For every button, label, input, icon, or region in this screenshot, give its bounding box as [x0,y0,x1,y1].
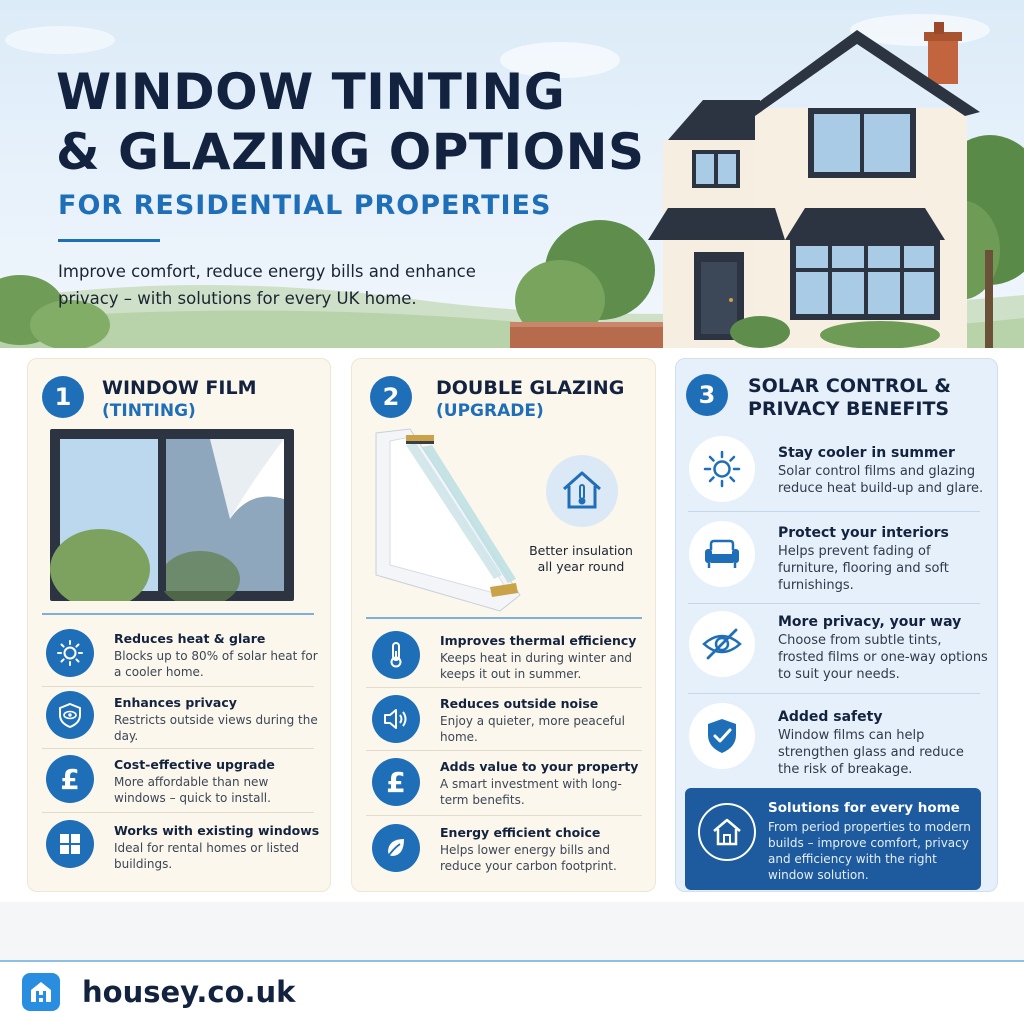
feature-title: Energy efficient choice [440,825,601,840]
panel-number-badge: 2 [370,376,412,418]
callout-title: Solutions for every home [768,800,960,816]
feature-separator [366,687,642,688]
feature-item [28,623,332,687]
shield-check-icon [689,703,755,769]
armchair-icon [689,521,755,587]
feature-desc: Keeps heat in during winter and keeps it out in summer. [440,651,633,681]
hero-banner [0,0,1024,348]
eye-off-icon [689,611,755,677]
page-subtitle: FOR RESIDENTIAL PROPERTIES [58,190,552,221]
feature-title: Cost-effective upgrade [114,757,275,772]
feature-title: Protect your interiors [778,525,949,541]
feature-desc: More affordable than new windows – quick to install. [114,775,271,805]
panel-title: WINDOW FILM [102,377,257,399]
feature-title: More privacy, your way [778,614,962,630]
feature-separator [688,603,980,604]
feature-separator [688,693,980,694]
feature-desc: Ideal for rental homes or listed buildings. [114,841,300,871]
panel-number-badge: 1 [42,376,84,418]
callout-desc: From period properties to modern builds – improve comfort, privacy and efficiency with the right window solution. [768,820,971,882]
panel-subtitle: (TINTING) [102,401,196,421]
insulated-house-icon [546,455,618,527]
insulation-label: Better insulation all year round [529,543,633,574]
feature-item [676,515,999,599]
feature-title: Added safety [778,709,883,725]
feature-desc: Solar control films and glazing reduce heat build-up and glare. [778,464,984,496]
housey-logo-icon[interactable] [22,973,60,1011]
panel-window-film [27,358,331,892]
feature-title: Adds value to your property [440,759,639,774]
feature-item [28,687,332,751]
feature-title: Reduces heat & glare [114,631,266,646]
panel-title [748,375,951,421]
feature-item [352,689,657,753]
feature-desc: Blocks up to 80% of solar heat for a cooler home. [114,649,318,679]
feature-separator [42,748,314,749]
feature-item [676,607,999,691]
pound-icon: £ [372,758,420,806]
feature-desc: Choose from subtle tints, frosted films or one-way options to suit your needs. [778,633,988,682]
panel-divider [366,617,642,619]
feature-item [28,815,332,879]
page-title [56,62,644,182]
panel-title-line-2: PRIVACY BENEFITS [748,398,950,420]
solutions-callout [685,788,981,890]
title-line-1: WINDOW TINTING [56,63,566,121]
feature-separator [366,750,642,751]
feature-desc: Restricts outside views during the day. [114,713,318,743]
thermometer-icon [372,631,420,679]
feature-title: Works with existing windows [114,823,320,838]
panel-double-glazing [351,358,656,892]
feature-item [676,435,999,511]
sun-icon [689,436,755,502]
feature-title: Reduces outside noise [440,696,599,711]
feature-separator [366,815,642,816]
sun-icon [46,629,94,677]
panel-title: DOUBLE GLAZING [436,377,625,399]
house-icon [698,803,756,861]
panel-title-line-1: SOLAR CONTROL & [748,375,951,397]
title-line-2: & GLAZING OPTIONS [56,123,645,181]
feature-item [28,751,332,815]
feature-title: Improves thermal efficiency [440,633,637,648]
panel-solar-privacy [675,358,998,892]
feature-desc: Enjoy a quieter, more peaceful home. [440,714,625,744]
footer-divider [0,960,1024,962]
brand-link[interactable]: housey.co.uk [82,975,296,1009]
panel-divider [42,613,314,615]
feature-desc: A smart investment with long-term benefits. [440,777,622,807]
feature-item [352,817,657,881]
feature-title: Stay cooler in summer [778,445,955,461]
pound-icon: £ [46,755,94,803]
feature-title: Enhances privacy [114,695,237,710]
window-icon [46,820,94,868]
feature-item [352,625,657,689]
tinted-window-illustration [50,429,294,601]
panel-number-badge: 3 [686,374,728,416]
feature-desc: Window films can help strengthen glass and reduce the risk of breakage. [778,728,964,777]
panel-subtitle: (UPGRADE) [436,401,544,421]
feature-separator [688,511,980,512]
eye-shield-icon [46,691,94,739]
feature-separator [42,812,314,813]
hero-tagline: Improve comfort, reduce energy bills and enhance privacy – with solutions for every UK home. [58,262,476,308]
feature-item [676,699,999,783]
feature-desc: Helps prevent fading of furniture, flooring and soft furnishings. [778,544,949,593]
leaf-icon [372,824,420,872]
footer-band [0,902,1024,960]
double-glazing-cross-section [370,425,530,615]
speaker-icon [372,695,420,743]
title-divider [58,239,160,242]
feature-item [352,753,657,817]
feature-desc: Helps lower energy bills and reduce your carbon footprint. [440,843,617,873]
